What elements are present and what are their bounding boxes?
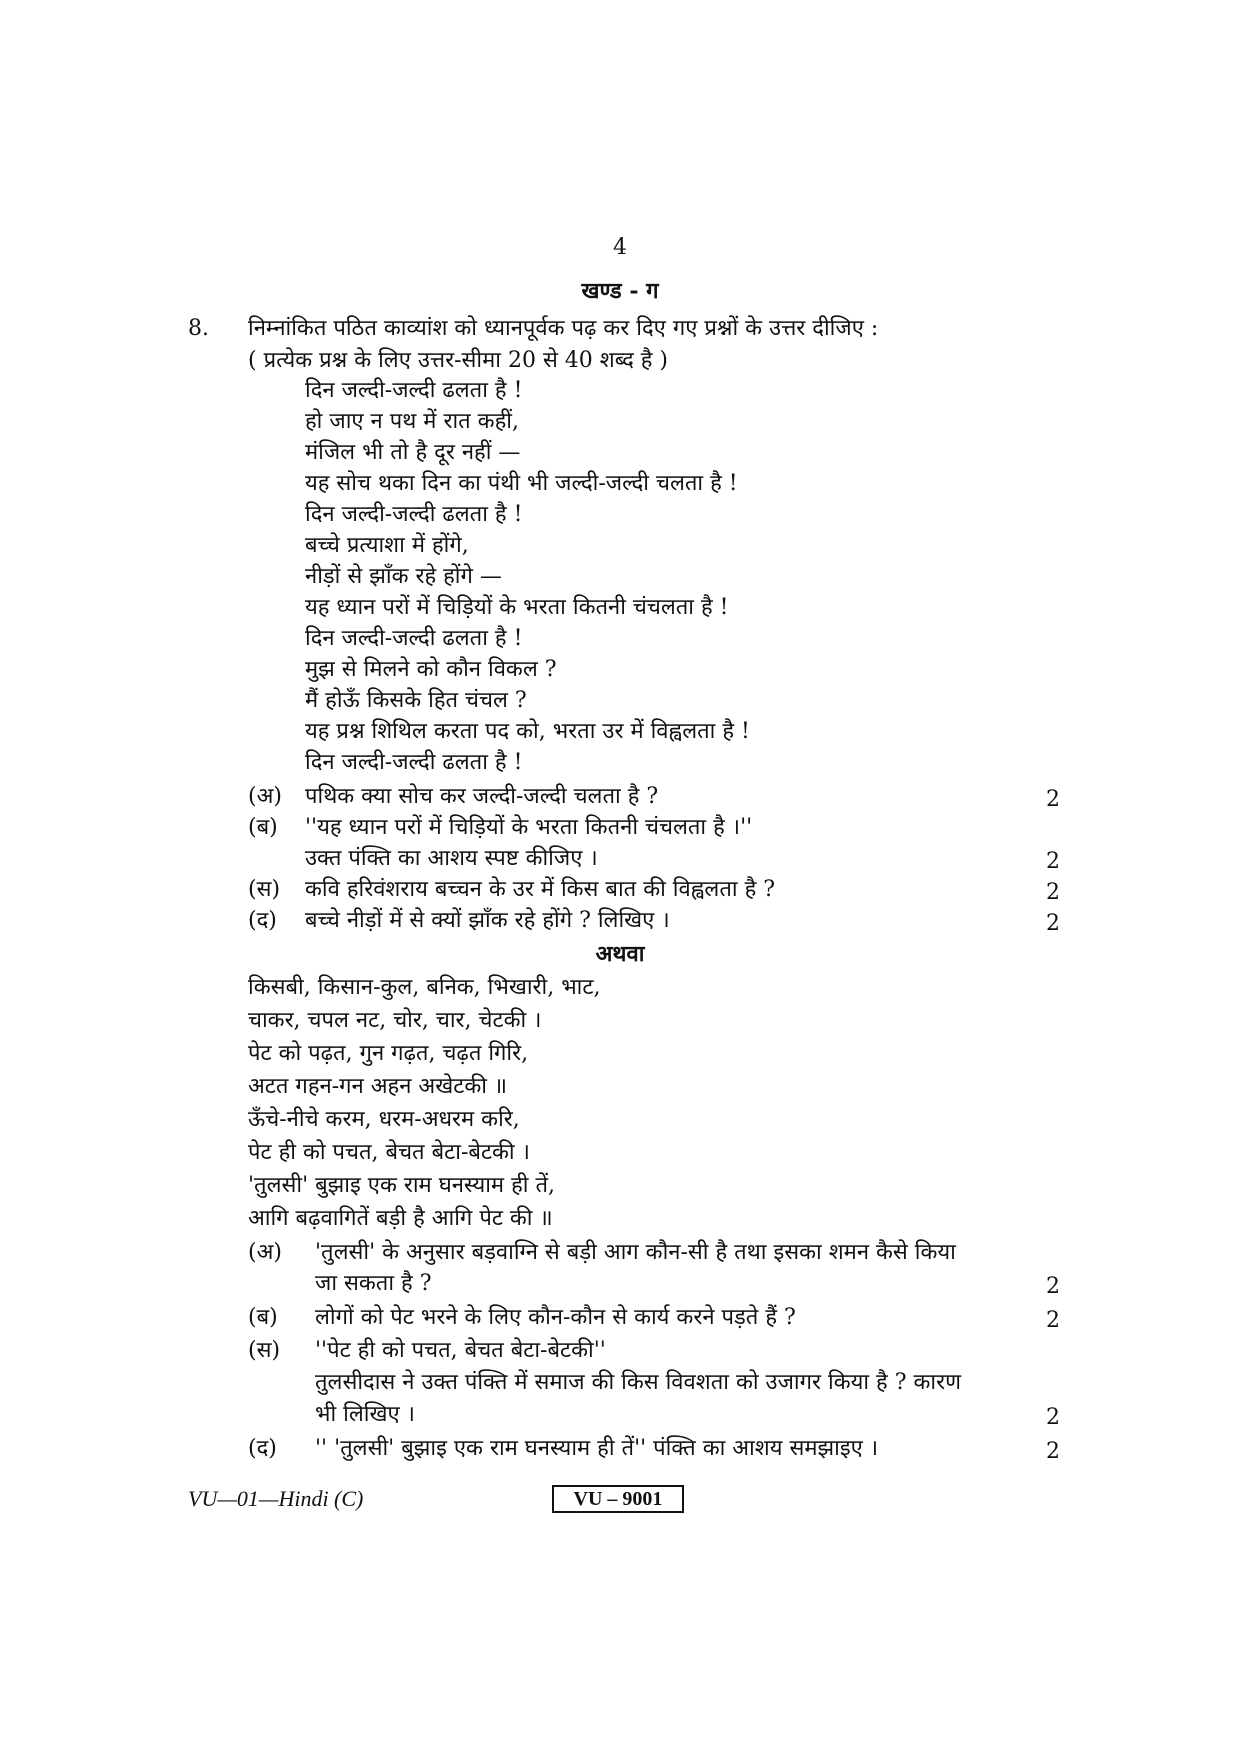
alt-poem-line: पेट ही को पचत, बेचत बेटा-बेटकी । [248, 1140, 530, 1165]
or-label: अथवा [595, 941, 645, 967]
sub-question-label: (अ) [248, 1240, 282, 1265]
marks: 2 [1046, 1308, 1060, 1333]
alt-poem-line: अटत गहन-गन अहन अखेटकी ॥ [248, 1074, 508, 1099]
poem-line: यह प्रश्न शिथिल करता पद को, भरता उर में विह्वलता है ! [305, 719, 750, 744]
poem-line: यह सोच थका दिन का पंथी भी जल्दी-जल्दी चलता है ! [305, 471, 738, 496]
footer-code-box: VU – 9001 [552, 1485, 684, 1513]
sub-question-text-continued: तुलसीदास ने उक्त पंक्ति में समाज की किस विवशता को उजागर किया है ? कारण [315, 1370, 962, 1395]
poem-line: मंजिल भी तो है दूर नहीं — [305, 440, 521, 465]
marks: 2 [1046, 880, 1060, 905]
sub-question-text: ''यह ध्यान परों में चिड़ियों के भरता कितनी चंचलता है ।'' [305, 815, 753, 840]
sub-question-text: कवि हरिवंशराय बच्चन के उर में किस बात की विह्वलता है ? [305, 877, 776, 902]
sub-question-label: (द) [248, 908, 277, 933]
sub-question-label: (ब) [248, 815, 278, 840]
sub-question-label: (अ) [248, 784, 282, 809]
poem-line: हो जाए न पथ में रात कहीं, [305, 409, 519, 434]
alt-poem-line: आगि बढ़वागितें बड़ी है आगि पेट की ॥ [248, 1206, 553, 1231]
footer-paper-id: VU—01—Hindi (C) [188, 1486, 364, 1511]
sub-question-text-continued: उक्त पंक्ति का आशय स्पष्ट कीजिए । [305, 846, 598, 871]
sub-question-text: पथिक क्या सोच कर जल्दी-जल्दी चलता है ? [305, 784, 659, 809]
marks: 2 [1046, 1405, 1060, 1430]
poem-line: दिन जल्दी-जल्दी ढलता है ! [305, 502, 523, 527]
marks: 2 [1046, 911, 1060, 936]
word-limit-note: ( प्रत्येक प्रश्न के लिए उत्तर-सीमा 20 से 40 शब्द है ) [248, 348, 669, 373]
alt-poem-line: किसबी, किसान-कुल, बनिक, भिखारी, भाट, [248, 975, 601, 1000]
alt-poem-line: ऊँचे-नीचे करम, धरम-अधरम करि, [248, 1107, 520, 1132]
sub-question-text: बच्चे नीड़ों में से क्यों झाँक रहे होंगे ? लिखिए । [305, 908, 670, 933]
marks: 2 [1046, 1439, 1060, 1464]
marks: 2 [1046, 787, 1060, 812]
poem-line: दिन जल्दी-जल्दी ढलता है ! [305, 378, 523, 403]
sub-question-text: '' 'तुलसी' बुझाइ एक राम घनस्याम ही तें'' पंक्ति का आशय समझाइए । [315, 1436, 879, 1461]
question-instruction: निम्नांकित पठित काव्यांश को ध्यानपूर्वक पढ़ कर दिए गए प्रश्नों के उत्तर दीजिए : [248, 316, 879, 341]
sub-question-label: (द) [248, 1436, 277, 1461]
page-number: 4 [613, 235, 627, 260]
poem-line: नीड़ों से झाँक रहे होंगे — [305, 564, 502, 589]
sub-question-text: ''पेट ही को पचत, बेचत बेटा-बेटकी'' [315, 1338, 606, 1363]
marks: 2 [1046, 849, 1060, 874]
sub-question-text: 'तुलसी' के अनुसार बड़वाग्नि से बड़ी आग कौन-सी है तथा इसका शमन कैसे किया [315, 1240, 956, 1265]
alt-poem-line: 'तुलसी' बुझाइ एक राम घनस्याम ही तें, [248, 1173, 555, 1198]
sub-question-label: (स) [248, 877, 281, 902]
poem-line: मुझ से मिलने को कौन विकल ? [305, 657, 557, 682]
poem-line: यह ध्यान परों में चिड़ियों के भरता कितनी चंचलता है ! [305, 595, 729, 620]
sub-question-text-continued: जा सकता है ? [315, 1271, 432, 1296]
poem-line: मैं होऊँ किसके हित चंचल ? [305, 688, 527, 713]
alt-poem-line: चाकर, चपल नट, चोर, चार, चेटकी । [248, 1008, 542, 1033]
alt-poem-line: पेट को पढ़त, गुन गढ़त, चढ़त गिरि, [248, 1041, 529, 1066]
sub-question-label: (स) [248, 1338, 281, 1363]
poem-line: दिन जल्दी-जल्दी ढलता है ! [305, 750, 523, 775]
poem-line: दिन जल्दी-जल्दी ढलता है ! [305, 626, 523, 651]
sub-question-text-continued: भी लिखिए । [315, 1402, 415, 1427]
question-number: 8. [188, 316, 209, 341]
sub-question-label: (ब) [248, 1305, 278, 1330]
poem-line: बच्चे प्रत्याशा में होंगे, [305, 533, 469, 558]
section-title: खण्ड - ग [581, 278, 659, 304]
marks: 2 [1046, 1274, 1060, 1299]
sub-question-text: लोगों को पेट भरने के लिए कौन-कौन से कार्य करने पड़ते हैं ? [315, 1305, 796, 1330]
